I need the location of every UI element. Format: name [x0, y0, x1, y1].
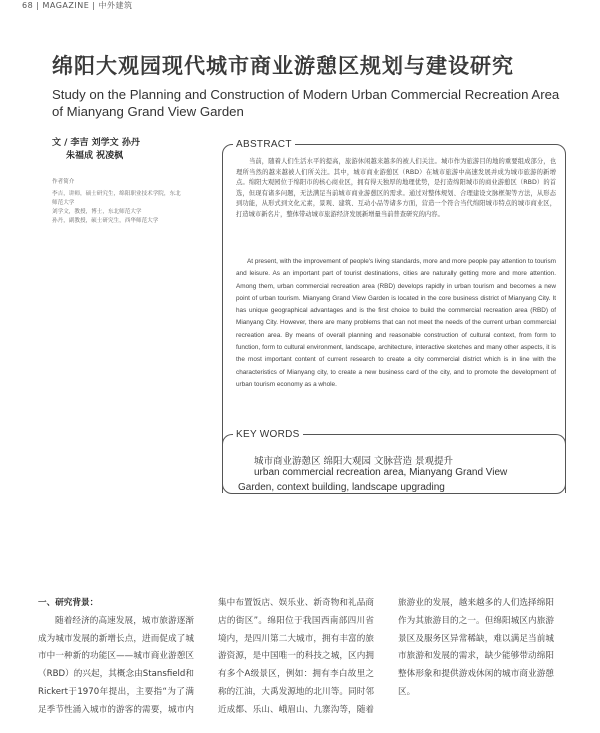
title-english: Study on the Planning and Construction of Modern Urban Commercial Recreation Area of Mianyang Grand View Garden — [52, 87, 560, 119]
keywords-chinese: 城市商业游憩区 绵阳大观园 文脉营造 景观提升 — [254, 456, 454, 467]
bio-line: 李吉，讲师，硕士研究生，绵阳职业技术学院，东北 — [52, 191, 181, 197]
title-chinese: 绵阳大观园现代城市商业游憩区规划与建设研究 — [52, 54, 514, 78]
abstract-chinese: 当前，随着人们生活水平的提高，旅游休闲越来越多的被人们关注。城市作为旅游目的地的重要组成部分，也理所当然的越来越被人们所关注。其中，城市商业游憩区（RBD）在城市旅游中高速发展并成为城市旅游的新增点。绵阳大观园位于绵阳市的核心商业区，拥有得天独厚的地理优势，是打造绵阳城市的商业游憩区（RBD）的首选，但现有诸多问题，无法满足当前城市商业游憩区的需求。通过对整体规划、合理建设文脉框架等方法，从形态到功能，从形式到文化元素，景观、建筑、互动小品等诸多方面，营造一个符合当代绵阳城市特点的城市商业区，打造城市新名片，整体带动城市旅游经济发展新增量当前普查研究的内容。 — [236, 158, 556, 218]
author-bio — [52, 178, 212, 226]
abstract-english: At present, with the improvement of people's living standards, more and more people pay attention to tourism and leisure. As an important part of tourist destinations, cities are naturally getting more and more attention. Among them, urban commercial recreation area (RBD) develops rapidly in urban tourism and becomes a new point of urban tourism. Mianyang Grand View Garden is located in the core business district of Mianyang City. It has unique geographical advantages and is the first choice to build the commercial recreation area (RBD) of Mianyang City. However, there are many problems that can not meet the needs of the current urban commercial recreation area. By means of overall planning and reasonable construction of cultural context, from form to function, form to cultural environment, landscape, architecture, interactive sketches and many other aspects, it is the most important content of current research to create a city commercial district which is in line with the characteristics of Mianyang city, to create a new business card of the city, and to promote the development of urban tourism economy as a whole. — [236, 258, 556, 388]
abstract-label: ABSTRACT — [233, 139, 295, 150]
keywords-english: urban commercial recreation area, Mianyang Grand View Garden, context building, landscape upgrading — [238, 467, 508, 493]
bio-line: 刘学文，教授，博士，东北师范大学 — [52, 209, 142, 215]
authors-line-2: 朱福成 祝凌枫 — [66, 151, 124, 161]
bio-heading: 作者简介 — [52, 179, 75, 185]
body-paragraph: 随着经济的高速发展，城市旅游逐渐成为城市发展的新增长点，进而促成了城市中一种新的功能区——城市商业游憩区（RBD）的兴起，其概念由Stansfield和Rickert于1970年提出，主要指“为了满足季节性涌入城市的游客的需要，城市内集中布置饭店、娱乐业、新奇物和礼品商店的街区”。绵阳位于我国西南部四川省境内，是四川第二大城市，拥有丰富的旅游资源，是中国唯一的科技之城，区内拥有多个A级景区，例如：拥有李白故里之称的江油，大禹发源地的北川等。同时邻近成都、乐山、峨眉山、九寨沟等，随着旅游业的发展，越来越多的人们选择绵阳作为其旅游目的之一。但绵阳城区内旅游景区及服务区异常稀缺，难以满足当前城市旅游和发展的需求，缺少能够带动绵阳整体形象和提供游戏休闲的城市商业游憩区。 — [38, 598, 554, 715]
body-text — [38, 595, 554, 725]
keywords-label: KEY WORDS — [233, 429, 303, 440]
authors — [52, 137, 222, 163]
authors-line-1: 文 / 李吉 刘学文 孙丹 — [52, 138, 140, 148]
bio-line: 孙丹，副教授，硕士研究生，西华师范大学 — [52, 218, 159, 224]
bio-line: 师范大学 — [52, 200, 75, 206]
running-head: 68 | MAGAZINE | 中外建筑 — [22, 1, 133, 10]
section-heading: 一、研究背景： — [38, 598, 99, 608]
